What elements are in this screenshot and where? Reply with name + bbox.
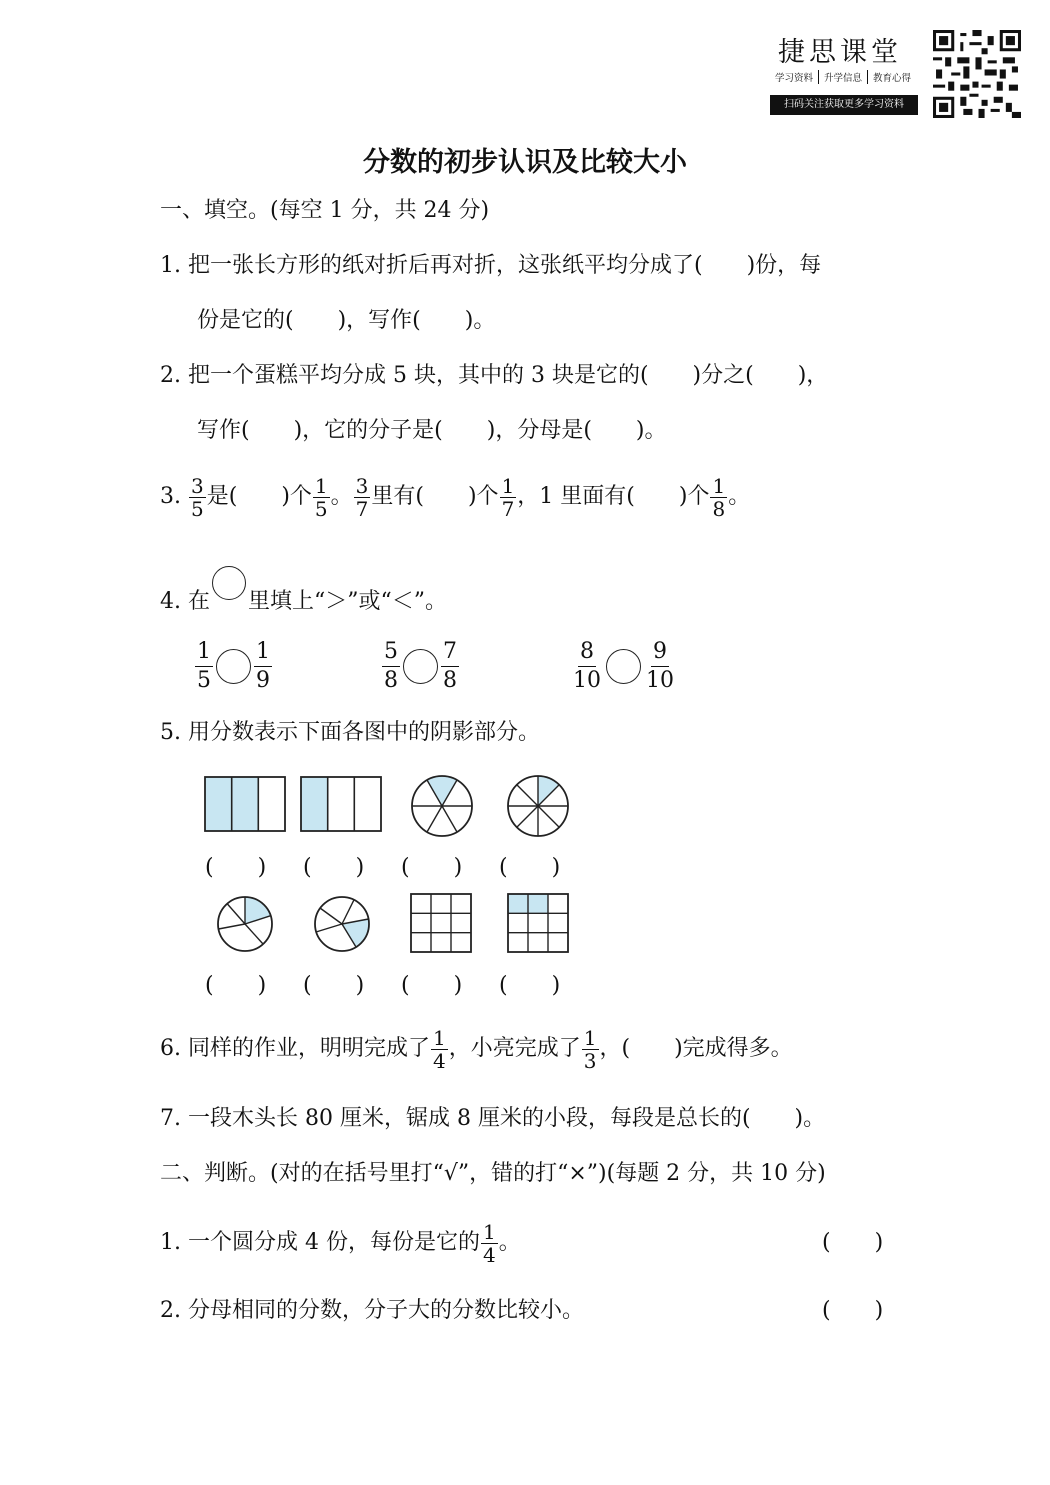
q-text: 在 [188, 589, 211, 614]
q-text: 用分数表示下面各图中的阴影部分。 [188, 720, 541, 745]
q7-line [160, 1104, 825, 1134]
answer-paren[interactable]: ( ) [303, 855, 365, 880]
fraction: $\frac{9}{10}$ [646, 639, 674, 693]
q1-line1 [160, 251, 821, 281]
fraction: $\frac{7}{8}$ [443, 639, 457, 693]
q-number: 4. [160, 589, 181, 614]
q2-line2: 写作( )，它的分子是( )，分母是( )。 [197, 418, 667, 443]
circle-icon [212, 566, 246, 600]
q2-line1 [160, 361, 828, 391]
brand-tag: 升学信息 [819, 70, 868, 84]
q-text: 分母相同的分数，分子大的分数比较小。 [188, 1298, 585, 1323]
judge-q2-line [160, 1296, 584, 1326]
brand-bar: 扫码关注获取更多学习资料 [770, 95, 918, 115]
fraction: $\frac{8}{10}$ [573, 639, 601, 693]
grid-ninths-figure [410, 893, 472, 953]
compare-pair-3 [570, 638, 677, 695]
compare-circle[interactable] [216, 649, 251, 684]
section2-heading: 二、判断。(对的在括号里打“√”，错的打“×”)(每题 2 分，共 10 分) [160, 1161, 826, 1186]
answer-paren[interactable]: ( ) [401, 973, 463, 998]
q-text: 里填上“＞”或“＜”。 [248, 589, 448, 614]
compare-pair-2 [381, 638, 460, 695]
fraction: $\frac{1}{8}$ [712, 473, 726, 521]
judge-answer-paren[interactable]: ( ) [822, 1298, 884, 1323]
compare-circle[interactable] [606, 649, 641, 684]
q-text: 同样的作业，明明完成了 [188, 1036, 431, 1061]
grid-ninths-figure [507, 893, 569, 953]
fraction: $\frac{1}{3}$ [583, 1025, 597, 1073]
q-text: 是( )个 [206, 484, 312, 509]
qr-code-icon [933, 30, 1021, 118]
q-text: 。 [330, 484, 353, 509]
q-text: ，( )完成得多。 [599, 1036, 793, 1061]
fraction: $\frac{1}{9}$ [256, 639, 270, 693]
q-text: 。 [498, 1230, 521, 1255]
q-number: 1. [160, 253, 181, 278]
q5-line [160, 718, 540, 748]
q3-line [160, 472, 750, 522]
fraction: $\frac{5}{8}$ [384, 639, 398, 693]
fraction: $\frac{1}{4}$ [482, 1219, 496, 1267]
judge-q1-line [160, 1218, 521, 1268]
q-number: 2. [160, 1298, 181, 1323]
q-text: 把一张长方形的纸对折后再对折，这张纸平均分成了( )份，每 [188, 253, 822, 278]
q-text: ，小亮完成了 [448, 1036, 581, 1061]
q-number: 3. [160, 484, 181, 509]
q-text: 把一个蛋糕平均分成 5 块，其中的 3 块是它的( )分之( )， [188, 363, 829, 388]
answer-paren[interactable]: ( ) [499, 973, 561, 998]
q-number: 6. [160, 1036, 181, 1061]
compare-pair-1 [194, 638, 273, 695]
brand-tags [770, 70, 916, 84]
answer-paren[interactable]: ( ) [499, 855, 561, 880]
section1-heading: 一、填空。(每空 1 分，共 24 分) [160, 198, 490, 223]
answer-paren[interactable]: ( ) [205, 973, 267, 998]
brand-tag: 学习资料 [770, 70, 819, 84]
q-text: 一段木头长 80 厘米，锯成 8 厘米的小段，每段是总长的( )。 [188, 1106, 826, 1131]
q4-line [160, 578, 447, 617]
rect-thirds-figure [204, 776, 286, 832]
q-number: 5. [160, 720, 181, 745]
q-text: 。 [728, 484, 751, 509]
fraction: $\frac{3}{5}$ [191, 473, 204, 521]
circle-eighths-figure [506, 774, 570, 838]
q-text: 里有( )个 [371, 484, 499, 509]
answer-paren[interactable]: ( ) [303, 973, 365, 998]
compare-circle[interactable] [403, 649, 438, 684]
circle-sixths-figure [410, 774, 474, 838]
answer-parens-row-2 [205, 968, 597, 999]
answer-paren[interactable]: ( ) [205, 855, 267, 880]
fraction: $\frac{1}{4}$ [433, 1025, 446, 1073]
q-text: ，1 里面有( )个 [517, 484, 710, 509]
q-number: 2. [160, 363, 181, 388]
answer-parens-row-1 [205, 850, 597, 881]
q6-line [160, 1024, 793, 1074]
page-title: 分数的初步认识及比较大小 [363, 147, 687, 178]
q-number: 7. [160, 1106, 181, 1131]
fraction: $\frac{1}{5}$ [197, 639, 211, 693]
fraction: $\frac{3}{7}$ [355, 473, 369, 521]
answer-paren[interactable]: ( ) [401, 855, 463, 880]
rect-thirds-figure [300, 776, 382, 832]
q-number: 1. [160, 1230, 181, 1255]
brand-name: 捷思课堂 [778, 37, 902, 68]
circle-uneven-figure [312, 894, 372, 954]
fraction: $\frac{1}{5}$ [314, 473, 328, 521]
q1-line2: 份是它的( )，写作( )。 [197, 308, 496, 333]
fraction: $\frac{1}{7}$ [501, 473, 515, 521]
q-text: 一个圆分成 4 份，每份是它的 [188, 1230, 480, 1255]
judge-answer-paren[interactable]: ( ) [822, 1230, 884, 1255]
brand-tag: 教育心得 [873, 73, 912, 84]
circle-uneven-figure [215, 894, 275, 954]
